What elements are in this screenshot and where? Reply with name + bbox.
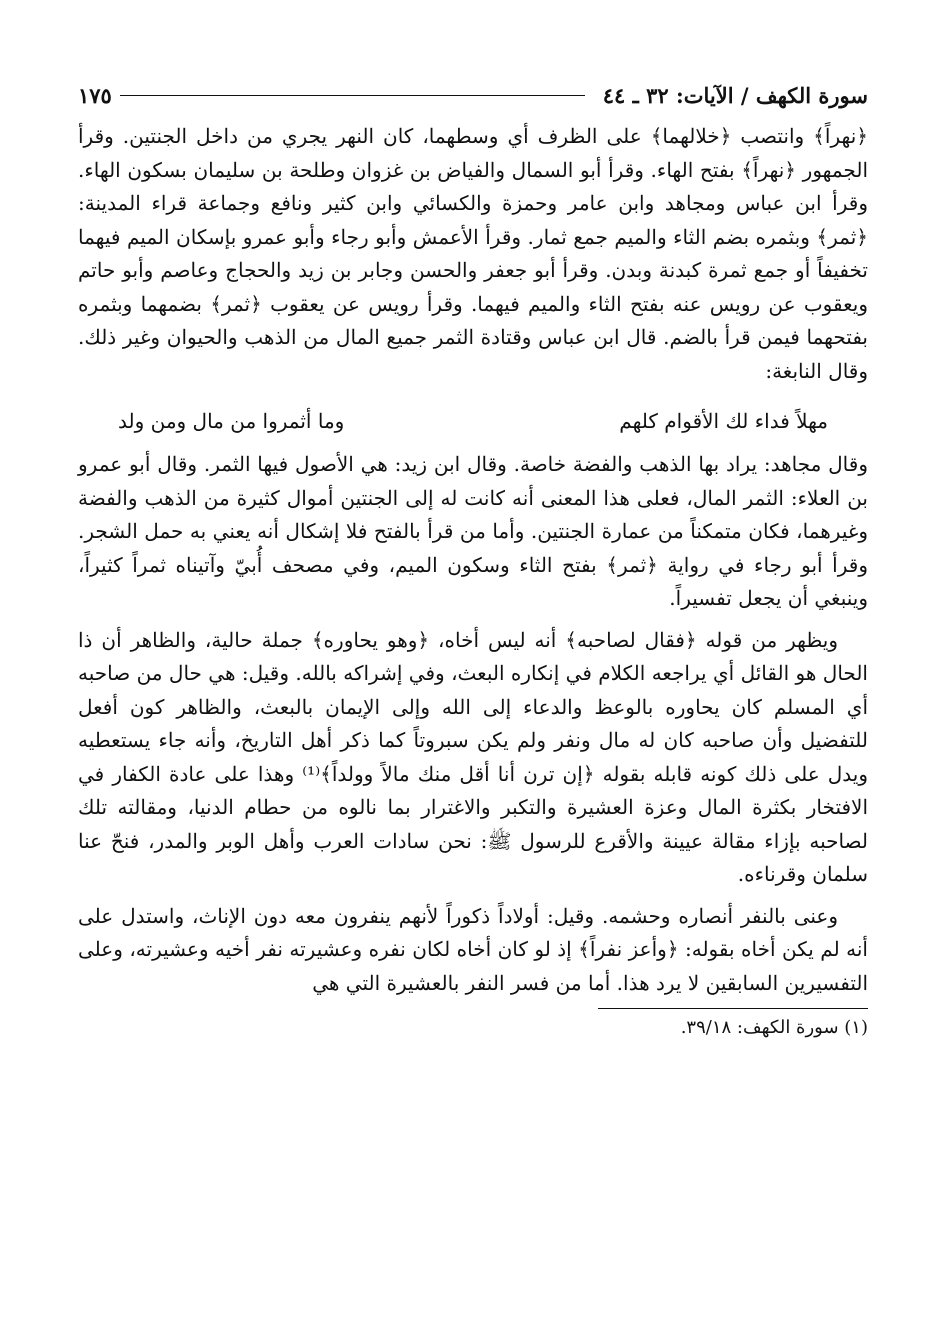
footnote: (١) سورة الكهف: ٣٩/١٨. [680, 1017, 868, 1038]
page-number: ١٧٥ [78, 82, 112, 108]
paragraph-4: وعنى بالنفر أنصاره وحشمه. وقيل: أولاداً ذكوراً لأنهم ينفرون معه دون الإناث، واستدل على أنه لم يكن أخاه بقوله: ﴿وأعز نفراً﴾ إذ لو كان أخاه لكان نفره وعشيرته نفر أخيه وعشيرته، وعلى التفسيرين السابقين لا يرد هذا. أما من فسر النفر بالعشيرة التي هي [78, 903, 868, 995]
footnote-rule [598, 1008, 868, 1009]
header-rule [120, 94, 585, 96]
surah-title: سورة الكهف / الآيات: ٣٢ ـ ٤٤ [602, 82, 868, 108]
poem-verse [78, 396, 868, 448]
document-page [78, 72, 868, 1282]
running-header [78, 72, 868, 118]
poem-left-hemistich: وما أثمروا من مال ومن ولد [118, 409, 345, 433]
paragraph-1: ﴿نهراً﴾ وانتصب ﴿خلالهما﴾ على الظرف أي وسطهما، كان النهر يجري من داخل الجنتين. وقرأ الجمهور ﴿نهراً﴾ بفتح الهاء. وقرأ أبو السمال والفياض بن غزوان وطلحة بن سليمان بسكون الهاء. وقرأ ابن عباس ومجاهد وابن عامر وحمزة والكسائي وابن كثير ونافع وجماعة قراء المدينة: ﴿ثمر﴾ وبثمره بضم الثاء والميم جمع ثمار. وقرأ الأعمش وأبو رجاء وأبو عمرو بإسكان الميم فيهما تخفيفاً أو جمع ثمرة كبدنة وبدن. وقرأ أبو جعفر والحسن وجابر بن زيد والحجاج وعاصم وأبو حاتم ويعقوب عن رويس عنه بفتح الثاء والميم فيهما. وقرأ رويس عن يعقوب ﴿ثمر﴾ بضمهما وبثمره بفتحهما فيمن قرأ بالضم. قال ابن عباس وقتادة الثمر جميع المال من الذهب والحيوان وغير ذلك. وقال النابغة: [78, 124, 868, 383]
paragraph-2: وقال مجاهد: يراد بها الذهب والفضة خاصة. وقال ابن زيد: هي الأصول فيها الثمر. وقال أبو عمرو بن العلاء: الثمر المال، فعلى هذا المعنى أنه كانت له إلى الجنتين أموال كثيرة من الذهب والفضة وغيرهما، فكان متمكناً من عمارة الجنتين. وأما من قرأ بالفتح فلا إشكال أنه يعني به حمل الشجر. وقرأ أبو رجاء في رواية ﴿ثمر﴾ بفتح الثاء وسكون الميم، وفي مصحف أُبيّ وآتيناه ثمراً كثيراً، وينبغي أن يجعل تفسيراً. [78, 452, 868, 610]
main-text [78, 120, 868, 1000]
poem-right-hemistich: مهلاً فداء لك الأقوام كلهم [619, 409, 828, 433]
paragraph-3: ويظهر من قوله ﴿فقال لصاحبه﴾ أنه ليس أخاه، ﴿وهو يحاوره﴾ جملة حالية، والظاهر أن ذا الحال هو القائل أي يراجعه الكلام في إنكاره البعث، وفي إشراكه بالله. وقيل: هي حال من صاحبه أي المسلم كان يحاوره بالوعظ والدعاء إلى الله وإلى الإيمان بالبعث، والظاهر كون أفعل للتفضيل وأن صاحبه كان له مال ونفر ولم يكن سبروتاً كما ذكر أهل التاريخ، وأنه جاء يستعطيه ويدل على ذلك كونه قابله بقوله ﴿إن ترن أنا أقل منك مالاً وولداً﴾⁽¹⁾ وهذا على عادة الكفار في الافتخار بكثرة المال وعزة العشيرة والتكبر والاغترار بما نالوه من حطام الدنيا، ومقالته تلك لصاحبه بإزاء مقالة عيينة والأقرع للرسول ﷺ: نحن سادات العرب وأهل الوبر والمدر، فنحّ عنا سلمان وقرناءه. [78, 627, 869, 886]
